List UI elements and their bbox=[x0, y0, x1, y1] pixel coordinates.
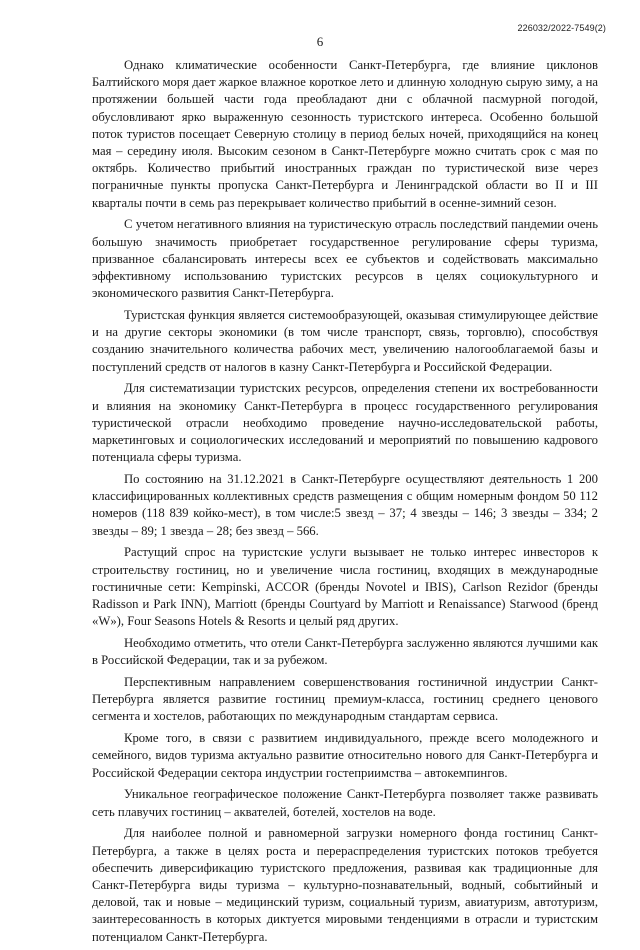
document-id: 226032/2022-7549(2) bbox=[517, 23, 606, 33]
page-number: 6 bbox=[316, 34, 324, 49]
paragraph-accommodation-stats: По состоянию на 31.12.2021 в Санкт-Петербурге осуществляют деятельность 1 200 классифицированных коллективных средств размещения с общим номерным фондом 50 112 номеров (118 839 койко-мест), в том числе:5 звезд – 37; 4 звезды – 146; 3 звезды – 334; 2 звезды – 89; 1 звезда – 28; без звезд – 566. bbox=[92, 472, 598, 538]
paragraph-autocamping: Кроме того, в связи с развитием индивидуального, прежде всего молодежного и семейного, видов туризма актуально развитие относительно нового для Санкт-Петербурга и Российской Федерации сектора индустрии гостеприимства – автокемпингов. bbox=[92, 731, 598, 780]
paragraph-hotel-development: Перспективным направлением совершенствования гостиничной индустрии Санкт-Петербурга является развитие гостиниц премиум-класса, гостиниц среднего ценового сегмента и хостелов, работающих по международным стандартам сервиса. bbox=[92, 675, 598, 724]
paragraph-resource-systematization: Для систематизации туристских ресурсов, определения степени их востребованности и влияния на экономику Санкт-Петербурга в процесс государственного регулирования туристической отрасли необходимо проведение научно-исследовательской работы, маркетинговых и социологических исследований и мероприятий по повышению кадрового потенциала сферы туризма. bbox=[92, 381, 598, 465]
paragraph-tourism-function: Туристская функция является системообразующей, оказывая стимулирующее действие и на другие секторы экономики (в том числе транспорт, связь, торговлю), способствуя созданию значительного количества рабочих мест, увеличению налогооблагаемой базы и поступлений средств от налогов в казну Санкт-Петербурга и Российской Федерации. bbox=[92, 308, 598, 374]
paragraph-climate-seasonality: Однако климатические особенности Санкт-Петербурга, где влияние циклонов Балтийского моря дает жаркое влажное короткое лето и длинную холодную сырую зиму, а на протяжении большей части года преобладают дни с облачной пасмурной погодой, обусловливают ярко выраженную сезонность туристского интереса. Особенно большой поток туристов посещает Северную столицу в период белых ночей, приходящийся на конец мая – середину июля. Высоким сезоном в Санкт-Петербурге можно считать срок с мая по октябрь. Количество прибытий иностранных граждан по туристической визе через пограничные пункты пропуска Санкт-Петербурга и Ленинградской области во II и III кварталы почти в семь раз перекрывает количество прибытий в осенне-зимний сезон. bbox=[92, 58, 598, 210]
document-body bbox=[92, 57, 598, 950]
paragraph-floating-hotels: Уникальное географическое положение Санкт-Петербурга позволяет также развивать сеть плавучих гостиниц – аквателей, ботелей, хостелов на воде. bbox=[92, 787, 598, 819]
paragraph-state-regulation: С учетом негативного влияния на туристическую отрасль последствий пандемии очень большую значимость приобретает государственное регулирование сферы туризма, призванное сбалансировать интересы всех ее субъектов и содействовать максимально эффективному использованию туристских ресурсов в целях социокультурного и экономического развития Санкт-Петербурга. bbox=[92, 217, 598, 301]
paragraph-hotel-quality: Необходимо отметить, что отели Санкт-Петербурга заслуженно являются лучшими как в Российской Федерации, так и за рубежом. bbox=[92, 636, 598, 668]
paragraph-diversification: Для наиболее полной и равномерной загрузки номерного фонда гостиниц Санкт-Петербурга, а также в целях роста и перераспределения туристских потоков требуется обеспечить диверсификацию туристского предложения, развивая как традиционные для Санкт-Петербурга виды туризма – культурно-познавательный, водный, событийный и деловой, так и новые – медицинский туризм, социальный туризм, авиатуризм, автотуризм, заинтересованность в которых диктуется мировыми тенденциями в отрасли и туристским потенциалом Санкт-Петербурга. bbox=[92, 826, 598, 944]
paragraph-hotel-chains: Растущий спрос на туристские услуги вызывает не только интерес инвесторов к строительству гостиниц, но и увеличение числа гостиниц, входящих в международные гостиничные сети: Kempinski, ACCOR (бренды Novotel и IBIS), Carlson Rezidor (бренды Radisson и Park INN), Marriott (бренды Courtyard by Marriott и Renaissance) Starwood (бренд «W»), Four Seasons Hotels & Resorts и целый ряд других. bbox=[92, 545, 598, 629]
